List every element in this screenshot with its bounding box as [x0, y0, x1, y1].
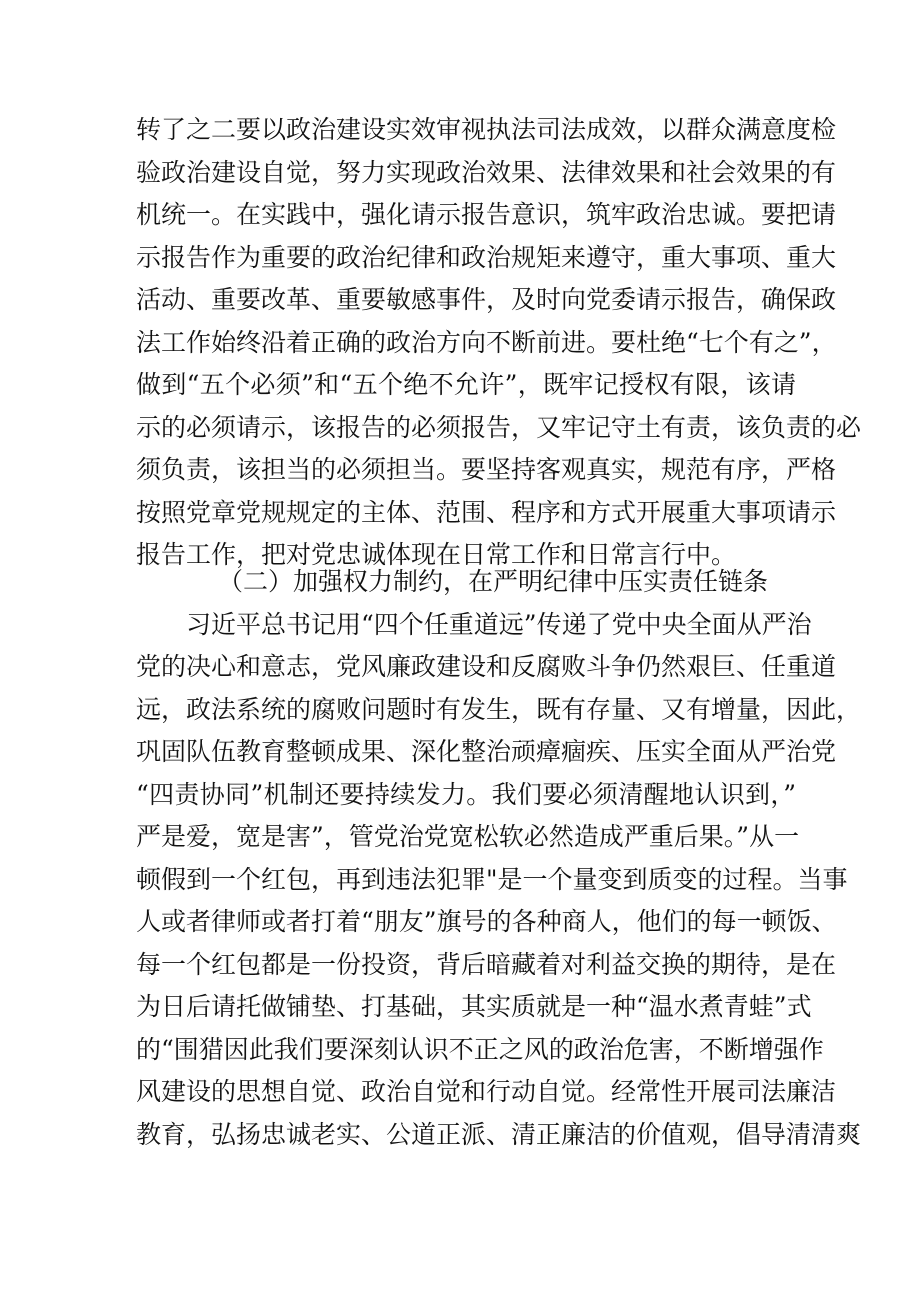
- text-line: 按照党章党规规定的主体、范围、程序和方式开展重大事项请示: [136, 497, 837, 527]
- text-line: 党的决心和意志，党风廉政建设和反腐败斗争仍然艰巨、任重道: [136, 652, 837, 681]
- text-line: 教育，弘扬忠诚老实、公道正派、清正廉洁的价值观，倡导清清爽: [136, 1119, 862, 1149]
- text-line: 习近平总书记用“四个任重道远”传递了党中央全面从严治: [186, 609, 812, 639]
- text-line: 示的必须请示，该报告的必须报告，又牢记守土有责，该负责的必: [136, 412, 862, 442]
- text-line: 验政治建设自觉，努力实现政治效果、法律效果和社会效果的有: [136, 157, 837, 187]
- text-line: 顿假到一个红包，再到违法犯罪"是一个量变到质变的过程。当事: [136, 864, 848, 894]
- text-line: 报告工作，把对党忠诚体现在日常工作和日常言行中。: [136, 540, 737, 569]
- text-line: 须负责，该担当的必须担当。要坚持客观真实，规范有序，严格: [136, 455, 837, 484]
- text-line: 人或者律师或者打着“朋友”旗号的各种商人，他们的每一顿饭、: [136, 907, 837, 936]
- text-line: 巩固队伍教育整顿成果、深化整治顽瘴痼疾、压实全面从严治党: [136, 737, 837, 766]
- text-line: 风建设的思想自觉、政治自觉和行动自觉。经常性开展司法廉洁: [136, 1077, 837, 1106]
- paragraph-main: [136, 604, 862, 1157]
- text-line: 转了之二要以政治建设实效审视执法司法成效，以群众满意度检: [136, 115, 837, 144]
- text-line: 做到“五个必须”和“五个绝不允许”，既牢记授权有限，该请: [136, 370, 796, 399]
- text-line: 机统一。在实践中，强化请示报告意识，筑牢政治忠诚。要把请: [136, 200, 837, 229]
- text-line: 远，政法系统的腐败问题时有发生，既有存量、又有增量，因此，: [136, 694, 862, 724]
- text-line: 为日后请托做铺垫、打基础，其实质就是一种“温水煮青蛙”式: [136, 992, 812, 1021]
- text-line: 的“围猎因此我们要深刻认识不正之风的政治危害，不断增强作: [136, 1034, 824, 1064]
- section-heading-block: [136, 561, 796, 604]
- section-heading: （二）加强权力制约，在严明纪律中压实责任链条: [218, 567, 769, 596]
- text-line: 法工作始终沿着正确的政治方向不断前进。要杜绝“七个有之”，: [136, 327, 837, 357]
- text-line: 每一个红包都是一份投资，背后暗藏着对利益交换的期待，是在: [136, 949, 837, 979]
- text-line: 严是爱，宽是害”，管党治党宽松软必然造成严重后果。”从一: [136, 822, 800, 851]
- paragraph-continued: [136, 109, 862, 577]
- text-line: 示报告作为重要的政治纪律和政治规矩来遵守，重大事项、重大: [136, 242, 837, 272]
- text-line: 活动、重要改革、重要敏感事件，及时向党委请示报告，确保政: [136, 285, 837, 314]
- text-line: “四责协同”机制还要持续发力。我们要必须清醒地认识到，”: [136, 779, 796, 809]
